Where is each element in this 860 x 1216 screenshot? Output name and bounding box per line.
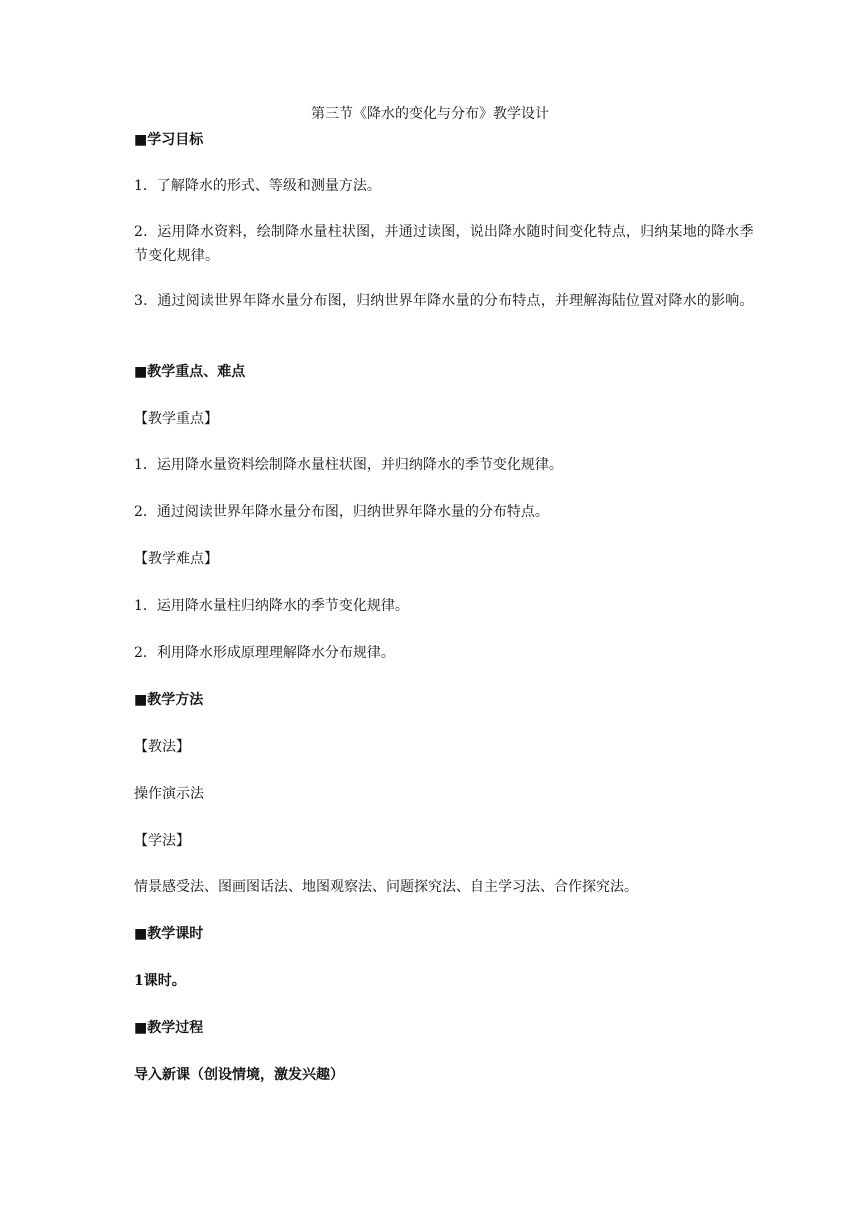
- methods-heading: ■教学方法: [134, 692, 204, 708]
- key-point-2: 2．通过阅读世界年降水量分布图，归纳世界年降水量的分布特点。: [134, 504, 549, 520]
- objective-1: 1．了解降水的形式、等级和测量方法。: [134, 178, 381, 194]
- key-points-label: 【教学重点】: [134, 411, 218, 427]
- document-title: 第三节《降水的变化与分布》教学设计: [311, 106, 549, 122]
- learning-method-label: 【学法】: [134, 833, 190, 849]
- objectives-heading: ■学习目标: [134, 132, 204, 148]
- teaching-method: 操作演示法: [134, 786, 204, 802]
- key-point-1: 1．运用降水量资料绘制降水量柱状图，并归纳降水的季节变化规律。: [134, 457, 563, 473]
- key-points-heading: ■教学重点、难点: [134, 364, 246, 380]
- intro-heading: 导入新课（创设情境，激发兴趣）: [134, 1067, 344, 1083]
- teaching-method-label: 【教法】: [134, 739, 190, 755]
- process-heading: ■教学过程: [134, 1020, 204, 1036]
- objective-3: [134, 289, 762, 313]
- objective-3-text: 3．通过阅读世界年降水量分布图，归纳世界年降水量的分布特点，并理解海陆位置对降水的影响。: [134, 293, 754, 309]
- difficulty-1: 1．运用降水量柱归纳降水的季节变化规律。: [134, 598, 409, 614]
- objective-2: [134, 220, 762, 268]
- hours-heading: ■教学课时: [134, 926, 204, 942]
- hours-value: 1课时。: [134, 973, 186, 989]
- learning-method: 情景感受法、图画图话法、地图观察法、问题探究法、自主学习法、合作探究法。: [134, 879, 638, 895]
- difficulty-2: 2．利用降水形成原理理解降水分布规律。: [134, 645, 395, 661]
- objective-2-text: 2．运用降水资料，绘制降水量柱状图，并通过读图，说出降水随时间变化特点，归纳某地的降水季节变化规律。: [134, 224, 754, 264]
- difficulties-label: 【教学难点】: [134, 551, 218, 567]
